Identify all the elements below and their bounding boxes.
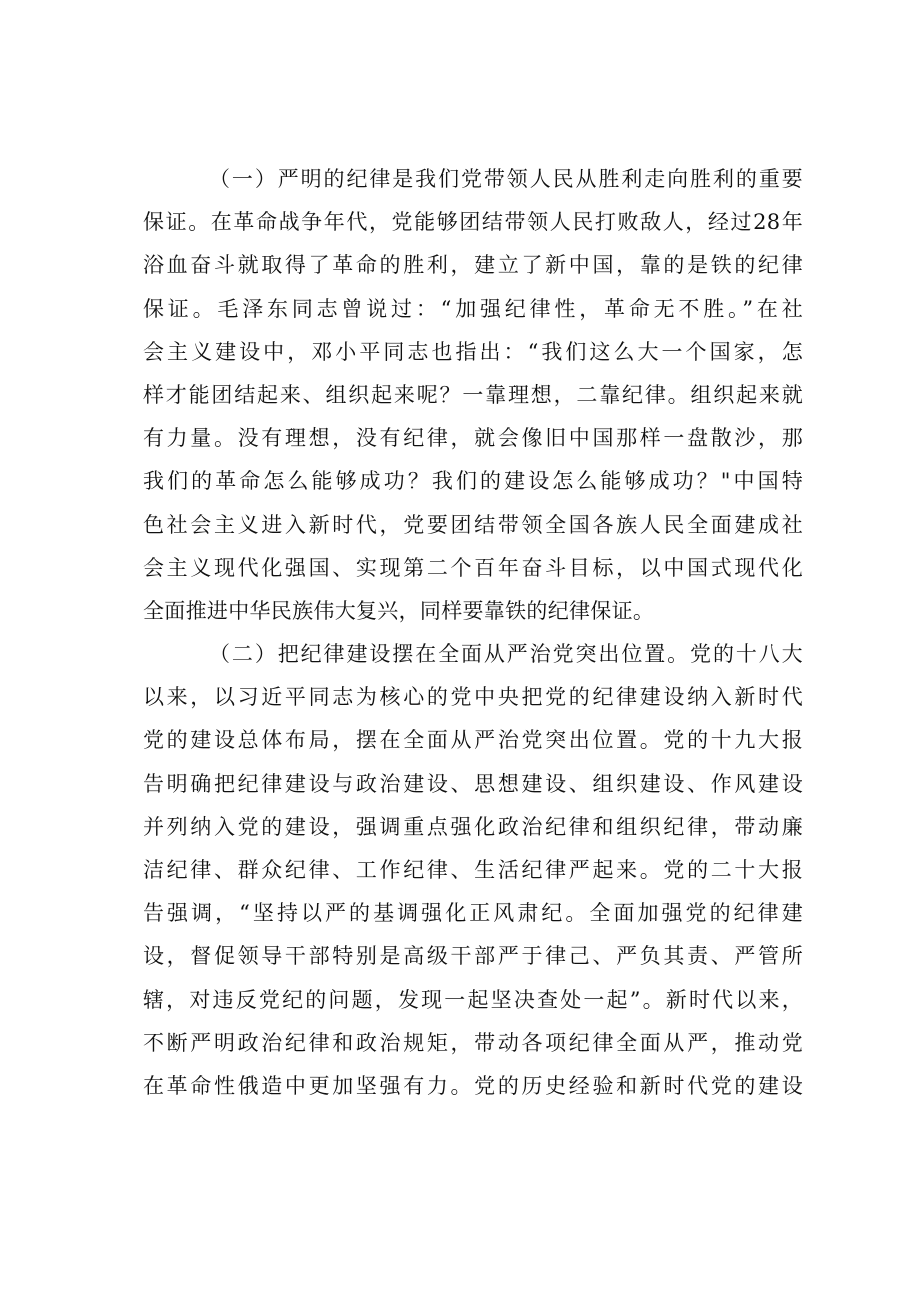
paragraph-2-line-4: 告明确把纪律建设与政治建设、思想建设、组织建设、作风建设 [143,771,803,796]
paragraph-2-line-3: 党的建设总体布局，摆在全面从严治党突出位置。党的十九大报 [143,728,803,753]
paragraph-1-line-7: 有力量。没有理想，没有纪律，就会像旧中国那样一盘散沙，那 [143,426,803,451]
paragraph-1-line-3: 浴血奋斗就取得了革命的胜利，建立了新中国，靠的是铁的纪律 [143,253,803,278]
paragraph-1-line-4: 保证。毛泽东同志曾说过：“加强纪律性，革命无不胜。”在社 [143,296,803,321]
paragraph-1-line-10: 会主义现代化强国、实现第二个百年奋斗目标，以中国式现代化 [143,555,803,580]
document-body [143,158,803,1108]
paragraph-1-line-11: 全面推进中华民族伟大复兴，同样要靠铁的纪律保证。 [143,598,655,623]
paragraph-1-line-5: 会主义建设中，邓小平同志也指出：“我们这么大一个国家，怎 [143,339,803,364]
paragraph-1-line-1: （一）严明的纪律是我们党带领人民从胜利走向胜利的重要 [209,167,803,191]
paragraph-2-line-1: （二）把纪律建设摆在全面从严治党突出位置。党的十八大 [209,642,803,667]
paragraph-2-line-9: 辖，对违反党纪的问题，发现一起坚决查处一起”。新时代以来， [143,987,803,1012]
paragraph-1-line-6: 样才能团结起来、组织起来呢？一靠理想，二靠纪律。组织起来就 [143,382,803,407]
paragraph-2-line-8: 设，督促领导干部特别是高级干部严于律己、严负其责、严管所 [143,944,803,969]
paragraph-1-line-2: 保证。在革命战争年代，党能够团结带领人民打败敌人，经过28年 [143,210,803,235]
paragraph-1-line-8: 我们的革命怎么能够成功？我们的建设怎么能够成功？"中国特 [143,469,803,494]
paragraph-1-line-9: 色社会主义进入新时代，党要团结带领全国各族人民全面建成社 [143,512,803,537]
paragraph-2-line-5: 并列纳入党的建设，强调重点强化政治纪律和组织纪律，带动廉 [143,814,803,839]
paragraph-2-line-6: 洁纪律、群众纪律、工作纪律、生活纪律严起来。党的二十大报 [143,858,803,882]
paragraph-2-line-10: 不断严明政治纪律和政治规矩，带动各项纪律全面从严，推动党 [143,1030,803,1055]
paragraph-2-line-11: 在革命性俄造中更加坚强有力。党的历史经验和新时代党的建设 [143,1073,803,1098]
paragraph-2-line-7: 告强调，“坚持以严的基调强化正风肃纪。全面加强党的纪律建 [143,901,803,926]
paragraph-2-line-2: 以来，以习近平同志为核心的党中央把党的纪律建设纳入新时代 [143,685,803,710]
